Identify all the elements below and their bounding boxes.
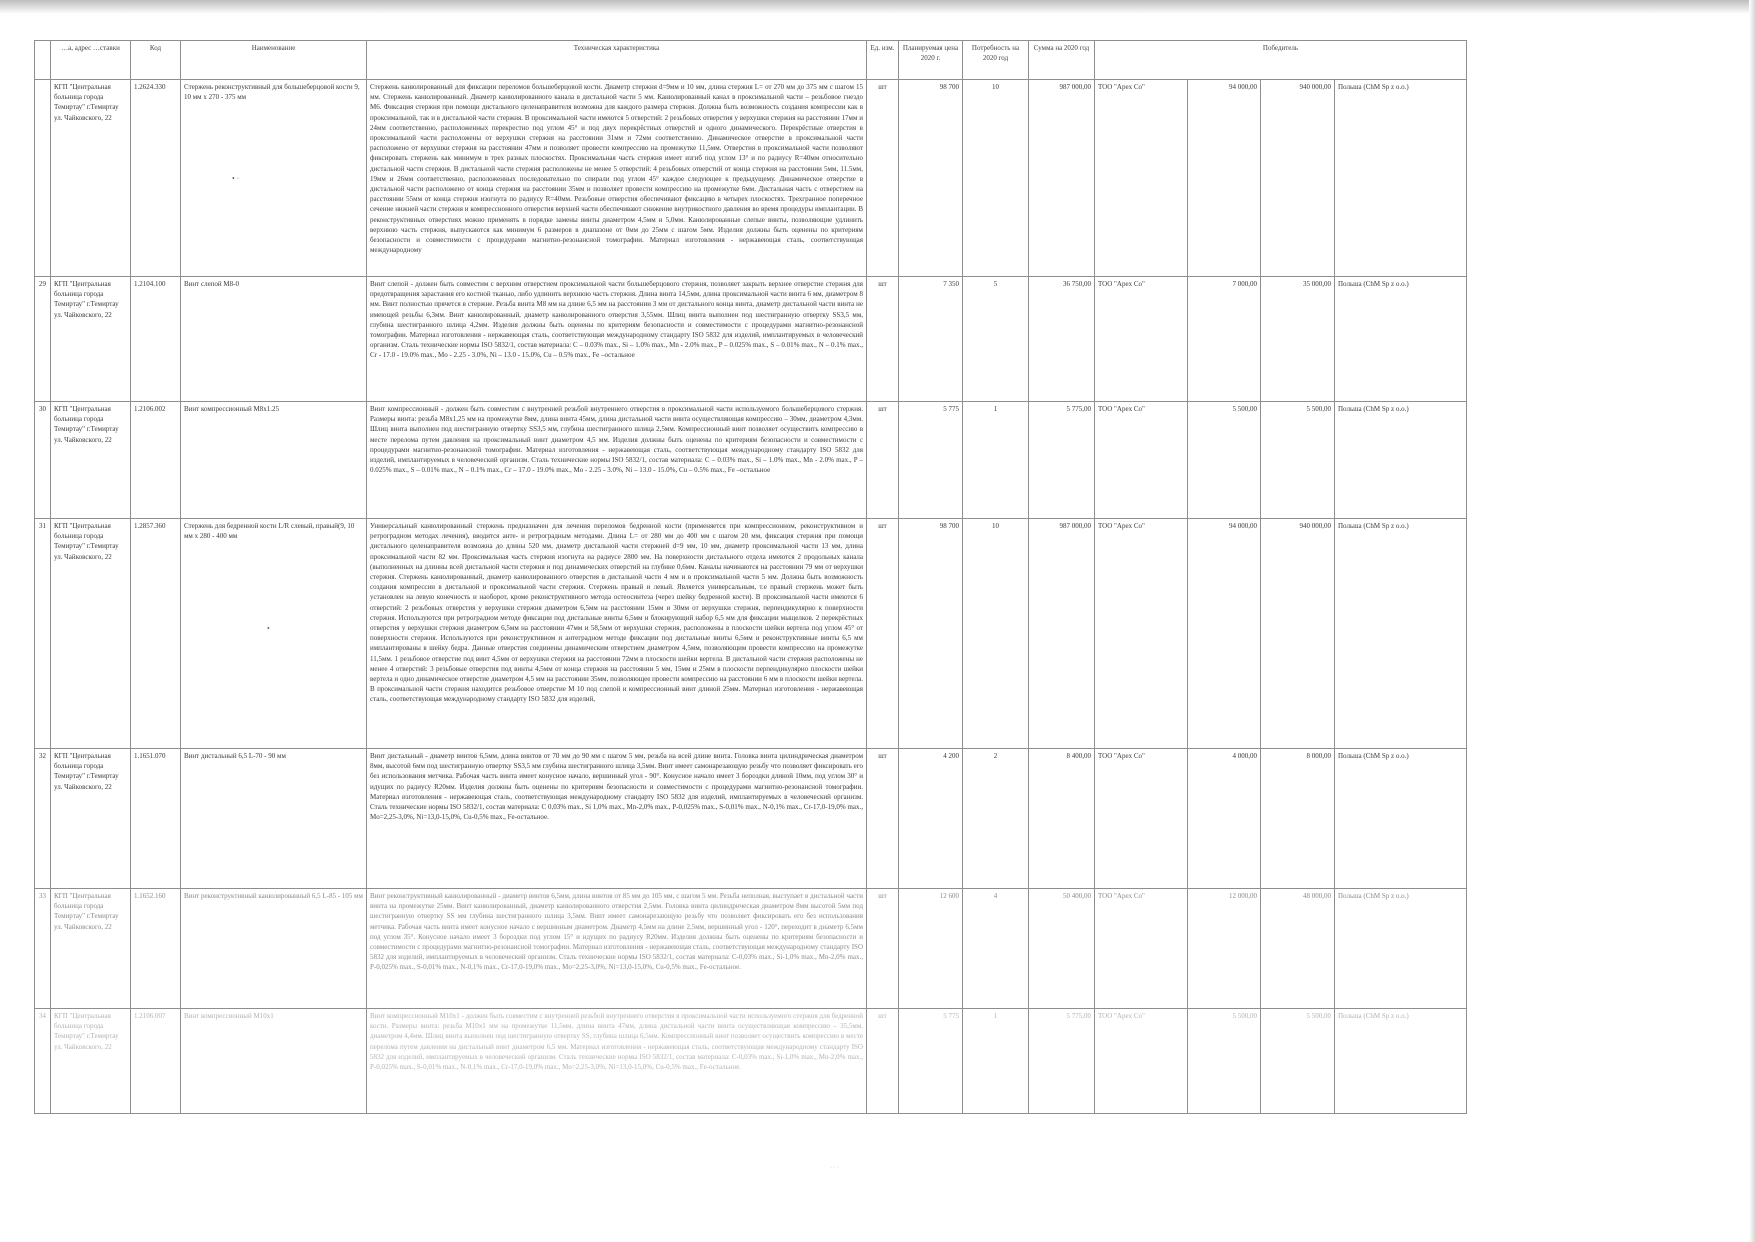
scan-speck-icon: • ᐧ bbox=[232, 174, 239, 183]
winner-name: ТОО "Apex Co" bbox=[1095, 80, 1188, 277]
unit: шт bbox=[867, 889, 899, 1009]
winner-sum: 48 000,00 bbox=[1261, 889, 1335, 1009]
unit: шт bbox=[867, 1009, 899, 1114]
winner-country: Польша (ChM Sp z o.o.) bbox=[1335, 80, 1467, 277]
scan-speck-icon: • bbox=[267, 624, 270, 633]
item-name: Винт компрессионный М10х1 bbox=[181, 1009, 367, 1114]
winner-country: Польша (ChM Sp z o.o.) bbox=[1335, 1009, 1467, 1114]
winner-sum: 5 500,00 bbox=[1261, 1009, 1335, 1114]
item-name: Винт компрессионный М8х1.25 bbox=[181, 402, 367, 519]
item-code: 1.1652.160 bbox=[131, 889, 181, 1009]
winner-price: 5 500,00 bbox=[1188, 1009, 1261, 1114]
header-sum: Сумма на 2020 год bbox=[1029, 41, 1095, 80]
technical-spec: Винт компрессионный - должен быть совместим с внутренней резьбой внутреннего отверстия в проксимальной части используемого большеберцового стержня. Размеры винта: резьба М8х1,25 мм на промежутке 8мм, длина винта 45мм, длина дистальной части винта осуществляющая компрессию – 30мм, диаметром 4,3мм. Шлиц винта выполнен под шестигранную отвертку SS3,5 мм, глубина шестигранного шлица 2,5мм. Компрессионный винт позволяет осуществить компрессию в месте перелома путем давления на проксимальный винт диаметром 4,5 мм. Изделия должны быть оценены по критериям безопасности и совместимости с процедурами магнитно-резонансной томографии. Материал изготовления - нержавеющая сталь, соответствующая международному стандарту ISO 5832 для изделий, имплантируемых в человеческий организм. Сталь технические нормы ISO 5832/1, состав материала: C – 0.03% max., Si – 1.0% max., Mn - 2.0% max., P – 0.025% max., S – 0.01% max., N – 0.1% max., Cr – 17.0 - 19.0% max., Mo - 2.25 - 3.0%, Ni – 13.0 - 15.0%, Cu – 0.5% max., Fe –остальное bbox=[367, 402, 867, 519]
technical-spec: Стержень канюлированный для фиксации переломов большеберцовой кости. Диаметр стержня d=9мм и 10 мм, длина стержня L= от 270 мм до 375 мм с шагом 15 мм. Стержень канюлированный. Диаметр канюлированного канала в дистальной части 5 мм. Канюлированный канал в проксимальной части – резьбовое гнездо М6. Фиксация стержня при помощи дистального целенаправителя возможна для каждого размера стержня. Должна быть возможность создания компрессии как в проксимальной, так и в дистальной части стержня. В проксимальной части имеются 5 отверстий: 2 резьбовых отверстия у верхушки стержня на расстоянии 17мм и 24мм соответственно, расположенных перекрестно под углом 45° и под двух перекрёстных отверстий и одного динамического. Перекрёстные отверстия в проксимальной части расположены от верхушки стержня на расстоянии 31мм и 72мм соответственно. Динамическое отверстие в проксимальной части расположено от верхушки стержня на расстоянии 47мм и позволяет провести компрессию на промежутке 11,5мм. Отверстия в проксимальной части позволяют фиксировать стержень как минимум в трех разных плоскостях. Проксимальная часть стержня имеет изгиб под углом 13° и по радиусу R=40мм относительно дистальной части стержня. В дистальной части стержня расположены не менее 5 отверстий: 4 резьбовых отверстий от конца стержня на расстоянии 5мм, 11.5мм, 19мм и 26мм соответственно, расположенных последовательно по спирали под углом 45° каждое следующее к предыдущему. Динамическое отверстие в дистальной части расположено от конца стержня на расстоянии 35мм и позволяет провести компрессию на промежутке 6мм. Дистальная часть с отверстием на расстоянии 55мм от конца стержня изогнута по радиусу R=40мм. Резьбовые отверстия обеспечивают фиксацию в четырех плоскостях. Трехгранное поперечное сечение нижней части стержня и компрессионного отверстия верхней части обеспечивают снижение внутрикостного давления во время процедуры имплантации. В реконструктивных отверстиях можно применять в порядке замены винты диаметром 4,5мм и 5,0мм. Канюлированные слепые винты, позволяющие удлинить верхнюю часть стержня, выпускаются как минимум 6 размеров в диапазоне от 0мм до 25мм с шагом 5мм. Изделия должны быть оценены по критериям безопасности и совместимости с процедурами магнитно-резонансной томографии. Материал изготовления - нержавеющая сталь, соответствующая международному bbox=[367, 80, 867, 277]
delivery-address: КГП "Центральная больница города Темиртау" г.Темиртау ул. Чайковского, 22 bbox=[51, 402, 131, 519]
row-number: 29 bbox=[35, 277, 51, 402]
total-sum: 987 000,00 bbox=[1029, 80, 1095, 277]
row-number: 30 bbox=[35, 402, 51, 519]
table-row bbox=[35, 402, 1467, 519]
table-row bbox=[35, 80, 1467, 277]
winner-sum: 35 000,00 bbox=[1261, 277, 1335, 402]
unit: шт bbox=[867, 80, 899, 277]
winner-name: ТОО "Apex Co" bbox=[1095, 1009, 1188, 1114]
total-sum: 987 000,00 bbox=[1029, 519, 1095, 749]
total-sum: 5 775,00 bbox=[1029, 1009, 1095, 1114]
unit: шт bbox=[867, 519, 899, 749]
row-number bbox=[35, 80, 51, 277]
planned-price: 5 775 bbox=[899, 1009, 963, 1114]
scan-top-edge bbox=[0, 0, 1755, 14]
header-name: Наименование bbox=[181, 41, 367, 80]
header-code: Код bbox=[131, 41, 181, 80]
item-code: 1.2857.360 bbox=[131, 519, 181, 749]
winner-name: ТОО "Apex Co" bbox=[1095, 402, 1188, 519]
scan-right-edge bbox=[1749, 0, 1755, 1242]
header-address: …а, адрес …ставки bbox=[51, 41, 131, 80]
planned-price: 98 700 bbox=[899, 80, 963, 277]
winner-price: 5 500,00 bbox=[1188, 402, 1261, 519]
item-code: 1.2106.002 bbox=[131, 402, 181, 519]
need-quantity: 4 bbox=[963, 889, 1029, 1009]
winner-sum: 940 000,00 bbox=[1261, 519, 1335, 749]
winner-country: Польша (ChM Sp z o.o.) bbox=[1335, 889, 1467, 1009]
unit: шт bbox=[867, 277, 899, 402]
delivery-address: КГП "Центральная больница города Темиртау" г.Темиртау ул. Чайковского, 22 bbox=[51, 749, 131, 889]
delivery-address: КГП "Центральная больница города Темиртау" г.Темиртау ул. Чайковского, 22 bbox=[51, 1009, 131, 1114]
winner-price: 4 000,00 bbox=[1188, 749, 1261, 889]
technical-spec: Винт дистальный - диаметр винтов 6,5мм, длина винтов от 70 мм до 90 мм с шагом 5 мм, резьба на всей длине винта. Головка винта цилиндрическая диаметром 8мм, высотой 6мм под шестигранную отвертку SS3,5 мм глубина шестигранного шлица 3,5мм. Винт имеет самонарезающую резьбу что позволяет фиксировать его без использования метчика. Рабочая часть винта имеет конусное начало, вершинный угол - 90°. Конусное начало имеет 3 бороздки длиной 10мм, под углом 30° и идущих по радиусу R20мм. Изделия должны быть оценены по критериям безопасности и совместимости с процедурами магнитно-резонансной томографии. Материал изготовления - нержавеющая сталь, соответствующая международному стандарту ISO 5832 для изделий, имплантируемых в человеческий организм. Сталь технические нормы ISO 5832/1, состав материала: C 0,03% max., Si 1,0% max., Mn-2,0% max., P-0,025% max., S-0,01% max., N-0,1% max., Cr-17,0-19,0% max., Mo=2,25-3,0%, Ni=13,0-15,0%, Cu-0,5% max., Fe-остальное. bbox=[367, 749, 867, 889]
technical-spec: Винт реконструктивный канюлированный - диаметр винтов 6,5мм, длина винтов от 85 мм до 105 мм, с шагом 5 мм. Резьба неполная, выступает в дистальной части винта на промежутке 25мм. Винт канюлированный, диаметр канюлированного отверстия 2,5мм. Головка винта цилиндрическая диаметром 8мм высотой 5мм под шестигранную отвертку SS мм глубина шестигранного шлица 3,5мм. Винт имеет самонарезающую резьбу что позволяет фиксировать его без использования метчика. Рабочая часть винта имеет конусное начало с вершинным диаметром. Диаметр 4,5мм на длине 2,5мм, вершинный угол - 120°, переходит в диаметр 6,5мм под углом 35°. Конусное начало имеет 3 бороздки под углом 15° и идущих по радиусу R20мм. Изделия должны быть оценены по критериям безопасности и совместимости с процедурами магнитно-резонансной томографии. Материал изготовления - нержавеющая сталь, соответствующая международному стандарту ISO 5832 для изделий, имплантируемых в человеческий организм. Сталь технические нормы ISO 5832/1, состав материала: C-0,03% max., Si-1,0% max., Mn-2,0% max., P-0,025% max., S-0,01% max., N-0,1% max., Cr-17,0-19,0% max., Mo=2,25-3,0%, Ni=13,0-15,0%, Cu-0,5% max., Fe-остальное. bbox=[367, 889, 867, 1009]
item-code: 1.1651.070 bbox=[131, 749, 181, 889]
total-sum: 50 400,00 bbox=[1029, 889, 1095, 1009]
header-planned-price: Планируемая цена 2020 г. bbox=[899, 41, 963, 80]
item-code: 1.2104.100 bbox=[131, 277, 181, 402]
winner-price: 94 000,00 bbox=[1188, 80, 1261, 277]
header-number bbox=[35, 41, 51, 80]
header-need: Потребность на 2020 год bbox=[963, 41, 1029, 80]
total-sum: 5 775,00 bbox=[1029, 402, 1095, 519]
delivery-address: КГП "Центральная больница города Темиртау" г.Темиртау ул. Чайковского, 22 bbox=[51, 277, 131, 402]
unit: шт bbox=[867, 749, 899, 889]
winner-country: Польша (ChM Sp z o.o.) bbox=[1335, 402, 1467, 519]
delivery-address: КГП "Центральная больница города Темиртау" г.Темиртау ул. Чайковского, 22 bbox=[51, 889, 131, 1009]
table-row bbox=[35, 889, 1467, 1009]
planned-price: 98 700 bbox=[899, 519, 963, 749]
row-number: 31 bbox=[35, 519, 51, 749]
table-row bbox=[35, 519, 1467, 749]
winner-sum: 940 000,00 bbox=[1261, 80, 1335, 277]
winner-name: ТОО "Apex Co" bbox=[1095, 749, 1188, 889]
row-number: 34 bbox=[35, 1009, 51, 1114]
winner-sum: 8 000,00 bbox=[1261, 749, 1335, 889]
item-name: Винт слепой М8-0 bbox=[181, 277, 367, 402]
table-row bbox=[35, 1009, 1467, 1114]
winner-name: ТОО "Apex Co" bbox=[1095, 277, 1188, 402]
planned-price: 12 600 bbox=[899, 889, 963, 1009]
need-quantity: 2 bbox=[963, 749, 1029, 889]
table-row bbox=[35, 277, 1467, 402]
winner-country: Польша (ChM Sp z o.o.) bbox=[1335, 749, 1467, 889]
procurement-table bbox=[34, 40, 1467, 1114]
delivery-address: КГП "Центральная больница города Темиртау" г.Темиртау ул. Чайковского, 22 bbox=[51, 80, 131, 277]
planned-price: 5 775 bbox=[899, 402, 963, 519]
header-unit: Ед. изм. bbox=[867, 41, 899, 80]
technical-spec: Универсальный канюлированный стержень предназначен для лечения переломов бедренной кости (применяется при компрессионном, реконструктивном и ретроградном методах лечения), вводится анте- и ретроградным методами. Длина L= от 280 мм до 400 мм с шагом 20 мм, фиксация стержня при помощи дистального целенаправителя возможна до длины 520 мм, диаметр дистальной части стержней d=9 мм, 10 мм, диаметр проксимальной части 13 мм, длина проксимальной части 82 мм. Проксимальная часть стержня изогнута на радиусе 2800 мм. На поверхности дистального отдела имеются 2 продольных канала (выполненных на длинны всей дистальной части стержня и под динамических отверстий на глубине 0,6мм. Каналы начинаются на расстоянии 79 мм от верхушки стержня. Стержень канюлированный, диаметр канюлированного отверстия в дистальной части 4 мм и в проксимальной части 5 мм. Должна быть возможность создания компрессии в дистальной и проксимальной части стержня. Стержень правый и левый. Является универсальным, т.е правый стержень может быть установлен на левую конечность и наоборот, кроме реконструктивного метода остеосинтеза (через шейку бедренной кости). В проксимальной части имеются 6 отверстий: 2 резьбовых отверстия у верхушки стержня диаметром 6,5мм на расстоянии 15мм и 30мм от верхушки стержня, перпендикулярно к поверхности стержня. Используются при ретроградном методе фиксации под дистальные винты 6,5мм и блокирующий набор 6,5 мм для фиксации мыщелков. 2 перекрёстных отверстия у верхушки стержня диаметром 6,5мм на расстоянии 47мм и 58,5мм от верхушки стержня, расположены в плоскости шейки вертела под углом 45° от поверхности стержня. Используются при реконструктивном и антеградном методе фиксации под дистальные винты 6,5мм и реконструктивные винты 6,5 мм имплантированы в шейку бедра. Данные отверстия соединены динамическим отверстием диаметром 4,5мм, позволяющим провести компрессию на промежутке 11,5мм. 1 резьбовое отверстие под винт 4,5мм от верхушки стержня на расстоянии 72мм в плоскости шейки вертела. В дистальной части стержня расположены не менее 4 отверстий: 3 резьбовые отверстия под винты 4,5мм от конца стержня на расстоянии 5 мм, 15мм и 25мм в плоскости перпендикулярно плоскости шейки вертела и одно динамическое отверстие диаметром 4,5 мм на расстоянии 35мм, позволяющее провести компрессию на расстоянии 6 мм в плоскости шейки вертела. В проксимальной части стержня находится резьбовое отверстие М 10 под слепой и компрессионный винт длиной 25мм. Материал изготовления - нержавеющая сталь, соответствующая международному стандарту ISO 5832 для изделий, bbox=[367, 519, 867, 749]
need-quantity: 10 bbox=[963, 80, 1029, 277]
scan-footer-smudge-icon: · · · bbox=[830, 1165, 839, 1171]
winner-country: Польша (ChM Sp z o.o.) bbox=[1335, 277, 1467, 402]
winner-name: ТОО "Apex Co" bbox=[1095, 889, 1188, 1009]
winner-price: 94 000,00 bbox=[1188, 519, 1261, 749]
total-sum: 8 400,00 bbox=[1029, 749, 1095, 889]
total-sum: 36 750,00 bbox=[1029, 277, 1095, 402]
item-name: Стержень для бедренной кости L/R слевый, правый(9, 10 мм х 280 - 400 мм bbox=[181, 519, 367, 749]
header-spec: Техническая характеристика bbox=[367, 41, 867, 80]
table-row bbox=[35, 749, 1467, 889]
row-number: 32 bbox=[35, 749, 51, 889]
need-quantity: 10 bbox=[963, 519, 1029, 749]
header-winner: Победитель bbox=[1095, 41, 1467, 80]
winner-country: Польша (ChM Sp z o.o.) bbox=[1335, 519, 1467, 749]
winner-price: 7 000,00 bbox=[1188, 277, 1261, 402]
unit: шт bbox=[867, 402, 899, 519]
winner-price: 12 000,00 bbox=[1188, 889, 1261, 1009]
table-header-row bbox=[35, 41, 1467, 80]
row-number: 33 bbox=[35, 889, 51, 1009]
need-quantity: 5 bbox=[963, 277, 1029, 402]
item-name: Стержень реконструктивный для большеберцовой кости 9, 10 мм х 270 - 375 мм bbox=[181, 80, 367, 277]
item-name: Винт реконструктивный канюлированный 6,5 L-85 - 105 мм bbox=[181, 889, 367, 1009]
delivery-address: КГП "Центральная больница города Темиртау" г.Темиртау ул. Чайковского, 22 bbox=[51, 519, 131, 749]
technical-spec: Винт слепой - должен быть совместим с верхним отверстием проксимальной части большеберцового стержня, позволяет закрыть верхнее отверстие стержня для предотвращения зарастания его костной тканью, либо удлинить верхнюю часть стержня. Длина винта 14,5мм, длина проксимальной части винта 6 мм, диаметром 8 мм. Винт полностью прячется в стержне. Резьба винта М8 мм на длине 6,5 мм на расстоянии 3 мм от дистального конца винта, диаметр дистальной части винта не имеющей резьбы 6,3мм. Винт канюлированный, диаметр канюлированного отверстия 3,55мм. Шлиц винта выполнен под шестигранную отвертку SS3,5 мм, глубина шестигранного шлица 4,2мм. Изделия должны быть оценены по критериям безопасности и совместимости с процедурами магнитно-резонансной томографии. Материал изготовления - нержавеющая сталь, соответствующая международному стандарту ISO 5832 для изделий, имплантируемых в человеческий организм. Сталь технические нормы ISO 5832/1, состав материала: C – 0.03% max., Si – 1.0% max., Mn - 2.0% max., P – 0.025% max., S – 0.01% max., N – 0.1% max., Cr - 17.0 - 19.0% max., Mo - 2.25 - 3.0%, Ni – 13.0 - 15.0%, Cu – 0.5% max., Fe –остальное bbox=[367, 277, 867, 402]
winner-sum: 5 500,00 bbox=[1261, 402, 1335, 519]
item-name: Винт дистальный 6,5 L-70 - 90 мм bbox=[181, 749, 367, 889]
item-code: 1.2624.330 bbox=[131, 80, 181, 277]
winner-name: ТОО "Apex Co" bbox=[1095, 519, 1188, 749]
need-quantity: 1 bbox=[963, 402, 1029, 519]
item-code: 1.2106.007 bbox=[131, 1009, 181, 1114]
technical-spec: Винт компрессионный М10х1 - должен быть совместим с внутренней резьбой внутреннего отверстия в проксимальной части используемого стержня для бедренной кости. Размеры винта: резьба М10х1 мм на промежутке 11,5мм, длина винта 47мм, длина дистальной части винта осуществляющая компрессию – 35,5мм, диаметром 4,4мм. Шлиц винта выполнен под шестигранную отвертку SS, глубина шлица 6,5мм. Компрессионный винт позволяет осуществить компрессию в месте перелома путем давления на дистальный винт диаметром 6,5 мм. Материал изготовления - нержавеющая сталь, соответствующая международному стандарту ISO 5832 для изделий, имплантируемых в человеческий организм. Сталь технические нормы ISO 5832/1, состав материала: C-0,03% max., Si-1,0% max., Mn-2,0% max., P-0,025% max., S-0,01% max., N-0,1% max., Cr-17,0-19,0% max., Mo=2,25-3,0%, Ni=13,0-15,0%, Cu-0,5% max., Fe-остальное. bbox=[367, 1009, 867, 1114]
planned-price: 4 200 bbox=[899, 749, 963, 889]
planned-price: 7 350 bbox=[899, 277, 963, 402]
need-quantity: 1 bbox=[963, 1009, 1029, 1114]
